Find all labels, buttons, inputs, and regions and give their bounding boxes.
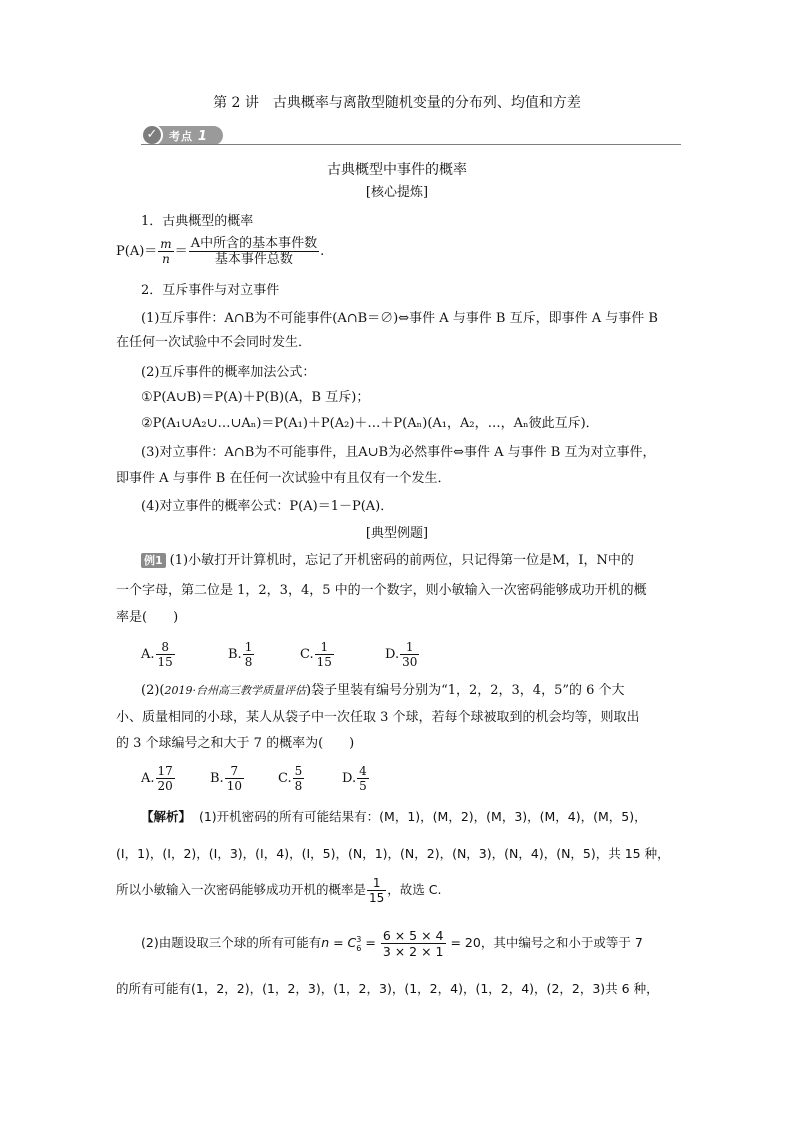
example-1-line1: 例1 (1)小敏打开计算机时，忘记了开机密码的前两位，只记得第一位是M，I，N中的 [141,552,634,570]
example-1-part2-line2: 小、质量相同的小球，某人从袋子中一次任取 3 个球，若每个球被取到的机会均等，则取出 [116,710,640,725]
q1-option-b: B. $\frac{1}{8}$ [228,640,253,669]
lecture-title: 第 2 讲 古典概率与离散型随机变量的分布列、均值和方差 [213,95,581,111]
addition-formula-2: ②P(A₁∪A₂∪…∪Aₙ)＝P(A₁)＋P(A₂)＋…＋P(Aₙ)(A₁，A₂，…，Aₙ彼此互斥)． [141,416,599,431]
solution-part2-line1: (2)由题设取三个球的所有可能有n = C 3 6 = $\frac{6 \times 5 \times 4}{3 \times 2 \times 1}$ = 20，其中编号之和小于或等于 7 [141,928,643,959]
q2-option-b: B. $\frac{7}{10}$ [210,764,242,793]
solution-part2-line2: 的所有可能有(1，2，2)，(1，2，3)，(1，2，3)，(1，2，4)，(1，2，4)，(2，2，3)共 6 种， [116,981,659,996]
addition-formula-1: ①P(A∪B)＝P(A)＋P(B)(A，B 互斥)； [141,390,370,405]
addition-formula-heading: (2)互斥事件的概率加法公式： [141,365,316,380]
check-icon: ✓ [141,124,163,146]
typical-examples-heading: [典型例题] [365,526,429,541]
solution-line3: 所以小敏输入一次密码能够成功开机的概率是 $\frac{1}{15}$ ，故选 C. [116,876,442,905]
core-heading: [核心提炼] [365,185,429,200]
example-1-part2-line1: (2)(2019·台州高三教学质量评估)袋子里装有编号分别为“1，2，2，3，4，5”的 6 个大 [141,683,625,698]
q2-option-d: D. $\frac{4}{5}$ [342,764,367,793]
section-divider [141,144,681,145]
badge-label: 考点 [169,130,193,143]
example-1-line2: 一个字母，第二位是 1，2，3，4，5 中的一个数字，则小敏输入一次密码能够成功开机的概 [116,583,647,598]
complementary-formula: (4)对立事件的概率公式：P(A)＝1－P(A)． [141,499,394,514]
solution-line2: (I，1)，(I，2)，(I，3)，(I，4)，(I，5)，(N，1)，(N，2)，(N，3)，(N，4)，(N，5)，共 15 种， [116,846,670,861]
complementary-def-line1: (3)对立事件：A∩B为不可能事件，且A∪B为必然事件⇔事件 A 与事件 B 互为对立事件， [141,445,656,460]
example-tag: 例1 [141,553,166,568]
combination-fraction: $\frac{6 \times 5 \times 4}{3 \times 2 \times 1}$ [382,928,444,959]
mutually-exclusive-def-line1: (1)互斥事件：A∩B为不可能事件(A∩B＝∅)⇔事件 A 与事件 B 互斥，即事件 A 与事件 B [141,311,658,326]
solution-line1: 【解析】 (1)开机密码的所有可能结果有：(M，1)，(M，2)，(M，3)，(M，4)，(M，5)， [141,809,647,824]
q1-option-a: A. $\frac{8}{15}$ [141,640,173,669]
fraction-m-over-n: $\frac{m}{n}$ [160,237,172,266]
example-1-part2-line3: 的 3 个球编号之和大于 7 的概率为( ) [116,736,355,751]
section-title: 古典概型中事件的概率 [327,162,467,178]
example-1-line3: 率是( ) [116,610,179,625]
probability-formula: P(A)＝ $\frac{m}{n}$ ＝ $\frac{\text{A中所含的基本事件数}}{\text{基本事件总数}}$ . [116,236,325,267]
q2-option-c: C. $\frac{5}{8}$ [278,764,303,793]
q1-option-d: D. $\frac{1}{30}$ [385,640,418,669]
badge-number: 1 [197,129,208,144]
core-point-2-heading: 2．互斥事件与对立事件 [141,283,280,298]
question-source: 2019·台州高三教学质量评估 [164,684,306,697]
complementary-def-line2: 即事件 A 与事件 B 在任何一次试验中有且仅有一个发生． [116,471,451,486]
topic-badge [141,126,223,145]
fraction-events-ratio: $\frac{\text{A中所含的基本事件数}}{\text{基本事件总数}}$ [190,236,318,267]
mutually-exclusive-def-line2: 在任何一次试验中不会同时发生． [116,335,312,350]
solution-tag: 【解析】 [141,809,192,824]
q2-option-a: A. $\frac{17}{20}$ [141,764,173,793]
q1-option-c: C. $\frac{1}{15}$ [300,640,332,669]
core-point-1-heading: 1．古典概型的概率 [141,214,254,229]
